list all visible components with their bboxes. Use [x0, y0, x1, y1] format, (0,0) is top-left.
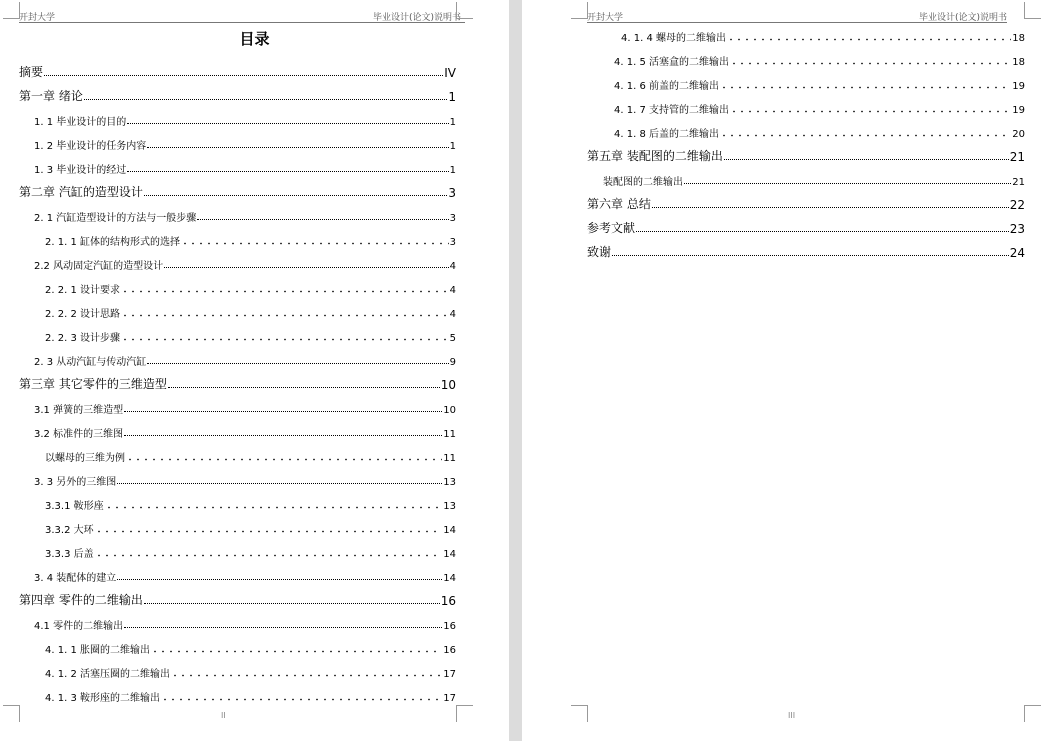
toc-leader	[181, 242, 449, 245]
toc-entry-title: 4. 1. 8 后盖的二维输出	[614, 129, 719, 140]
toc-entry-page: 19	[1012, 105, 1025, 116]
header-university: 开封大学	[19, 13, 56, 23]
toc-entry-page: 1	[449, 117, 456, 128]
toc-leader	[121, 290, 449, 293]
toc-entry-title: 4. 1. 3 鞍形座的二维输出	[45, 693, 160, 704]
toc-leader	[127, 123, 448, 124]
toc-entry[interactable]	[19, 302, 456, 320]
toc-entry-page: 5	[449, 333, 456, 344]
toc-leader	[95, 554, 443, 557]
toc-entry-title: 装配图的二维输出	[603, 177, 683, 188]
toc-entry[interactable]	[587, 50, 1025, 68]
toc-leader	[161, 698, 442, 701]
toc-entry-page: 1	[449, 141, 456, 152]
toc-entry-title: 第一章 绪论	[19, 89, 83, 103]
toc-entry-page: 18	[1012, 33, 1025, 44]
toc-entry-page: 3	[449, 213, 456, 224]
toc-entry-title: 第三章 其它零件的三维造型	[19, 377, 167, 391]
toc-entry[interactable]	[19, 182, 456, 200]
toc-entry-title: 1. 2 毕业设计的任务内容	[34, 141, 147, 152]
toc-leader	[168, 387, 440, 388]
toc-entry[interactable]	[19, 470, 456, 488]
toc-entry-page: 3	[448, 186, 456, 200]
toc-entry-page: 16	[440, 594, 456, 608]
toc-leader	[124, 411, 442, 412]
toc-leader	[730, 62, 1011, 65]
page-number-right: III	[788, 711, 796, 720]
toc-entry-page: 3	[449, 237, 456, 248]
toc-leader	[684, 183, 1011, 184]
toc-leader	[151, 650, 442, 653]
header-doc-type: 毕业设计(论文)说明书	[372, 13, 461, 23]
toc-leader	[171, 674, 442, 677]
toc-leader	[44, 75, 443, 76]
toc-entry[interactable]	[587, 218, 1025, 236]
toc-leader	[727, 38, 1011, 41]
toc-entry-page: 14	[443, 549, 456, 560]
toc-leader	[724, 159, 1009, 160]
toc-leader	[197, 219, 448, 220]
toc-leader	[730, 110, 1011, 113]
toc-entry-page: 14	[443, 573, 456, 584]
header-doc-type-right: 毕业设计(论文)说明书	[918, 13, 1007, 23]
toc-entry[interactable]	[19, 614, 456, 632]
crop-mark-bottom-left	[3, 705, 20, 722]
toc-entry-page: 17	[443, 669, 456, 680]
toc-entry[interactable]	[587, 98, 1025, 116]
toc-leader	[612, 255, 1009, 256]
toc-leader	[144, 603, 440, 604]
toc-leader	[127, 171, 448, 172]
toc-entry-title: 4. 1. 5 活塞盒的二维输出	[614, 57, 729, 68]
toc-entry-title: 以螺母的三维为例	[45, 453, 125, 464]
toc-entry-title: 3.2 标准件的三维图	[34, 429, 124, 440]
toc-entry[interactable]	[587, 146, 1025, 164]
document-page-left[interactable]	[0, 0, 509, 741]
toc-entry[interactable]	[19, 518, 456, 536]
toc-leader	[117, 483, 442, 484]
toc-entry[interactable]	[587, 194, 1025, 212]
toc-entry[interactable]	[19, 566, 456, 584]
toc-entry-page: 4	[449, 285, 456, 296]
toc-entry[interactable]	[19, 590, 456, 608]
toc-entry[interactable]	[19, 350, 456, 368]
toc-entry-title: 摘要	[19, 65, 44, 79]
page-number-left: II	[221, 711, 226, 720]
toc-entry-page: 13	[443, 501, 456, 512]
toc-entry-title: 2. 2. 3 设计步骤	[45, 333, 120, 344]
toc-entry-page: 21	[1009, 150, 1025, 164]
crop-mark-top-right	[456, 2, 473, 19]
toc-entry-title: 4. 1. 6 前盖的二维输出	[614, 81, 719, 92]
crop-mark-bottom-left-right	[571, 705, 588, 722]
toc-entry[interactable]	[587, 170, 1025, 188]
page-gutter	[509, 0, 522, 741]
toc-entry-title: 3.1 弹簧的三维造型	[34, 405, 124, 416]
toc-entry-page: 21	[1012, 177, 1025, 188]
toc-entry[interactable]	[587, 74, 1025, 92]
toc-entry-title: 2.2 风动固定汽缸的造型设计	[34, 261, 164, 272]
toc-entry-title: 4. 1. 7 支持管的二维输出	[614, 105, 729, 116]
toc-entry-page: 24	[1009, 246, 1025, 260]
toc-entry-title: 3.3.3 后盖	[45, 549, 94, 560]
toc-entry[interactable]	[19, 278, 456, 296]
toc-leader	[720, 86, 1011, 89]
crop-mark-top-left-right	[571, 2, 588, 19]
crop-mark-top-right-right	[1024, 2, 1041, 19]
toc-entry-page: 19	[1012, 81, 1025, 92]
toc-list-left	[19, 62, 456, 710]
toc-entry[interactable]	[19, 662, 456, 680]
crop-mark-top-left	[3, 2, 20, 19]
toc-entry-title: 1. 3 毕业设计的经过	[34, 165, 127, 176]
toc-entry-title: 3. 4 装配体的建立	[34, 573, 117, 584]
toc-entry-title: 2. 2. 1 设计要求	[45, 285, 120, 296]
toc-entry-page: 4	[449, 261, 456, 272]
toc-entry-page: 4	[449, 309, 456, 320]
toc-entry-title: 2. 2. 2 设计思路	[45, 309, 120, 320]
toc-entry[interactable]	[19, 374, 456, 392]
toc-entry[interactable]	[19, 638, 456, 656]
toc-entry-page: 18	[1012, 57, 1025, 68]
toc-title: 目录	[239, 30, 270, 48]
toc-entry-page: 13	[443, 477, 456, 488]
toc-entry[interactable]	[19, 158, 456, 176]
document-page-right[interactable]	[522, 0, 1047, 741]
toc-entry-page: 11	[443, 453, 456, 464]
toc-entry-page: 10	[443, 405, 456, 416]
toc-entry-page: 16	[443, 621, 456, 632]
toc-entry-title: 第四章 零件的二维输出	[19, 593, 143, 607]
toc-leader	[147, 363, 448, 364]
toc-entry[interactable]	[587, 122, 1025, 140]
toc-entry-title: 1. 1 毕业设计的目的	[34, 117, 127, 128]
toc-entry-title: 3.3.2 大环	[45, 525, 94, 536]
toc-entry-page: 23	[1009, 222, 1025, 236]
toc-entry-page: 20	[1012, 129, 1025, 140]
toc-leader	[121, 314, 449, 317]
toc-entry-title: 第六章 总结	[587, 197, 651, 211]
toc-entry-title: 第五章 装配图的二维输出	[587, 149, 723, 163]
toc-entry-title: 3.3.1 鞍形座	[45, 501, 104, 512]
toc-leader	[124, 435, 442, 436]
toc-entry[interactable]	[587, 26, 1025, 44]
toc-leader	[117, 579, 442, 580]
toc-leader	[147, 147, 448, 148]
toc-entry[interactable]	[19, 134, 456, 152]
toc-leader	[144, 195, 448, 196]
toc-leader	[121, 338, 449, 341]
toc-entry-title: 参考文献	[587, 221, 636, 235]
toc-leader	[652, 207, 1009, 208]
toc-entry[interactable]	[19, 446, 456, 464]
toc-entry-page: IV	[444, 66, 456, 80]
crop-mark-bottom-right	[456, 705, 473, 722]
toc-entry[interactable]	[587, 242, 1025, 260]
toc-entry[interactable]	[19, 230, 456, 248]
toc-entry-page: 14	[443, 525, 456, 536]
toc-entry[interactable]	[19, 206, 456, 224]
toc-entry[interactable]	[19, 326, 456, 344]
toc-entry-page: 10	[440, 378, 456, 392]
toc-entry[interactable]	[19, 110, 456, 128]
toc-entry-page: 9	[449, 357, 456, 368]
crop-mark-bottom-right-right	[1024, 705, 1041, 722]
toc-entry[interactable]	[19, 86, 456, 104]
toc-entry-page: 11	[443, 429, 456, 440]
toc-entry-title: 2. 1. 1 缸体的结构形式的选择	[45, 237, 180, 248]
header-university-right: 开封大学	[587, 13, 624, 23]
toc-leader	[84, 99, 448, 100]
toc-entry-title: 4. 1. 1 胀圈的二维输出	[45, 645, 150, 656]
toc-entry[interactable]	[19, 542, 456, 560]
toc-leader	[164, 267, 449, 268]
toc-leader	[95, 530, 443, 533]
toc-entry[interactable]	[19, 62, 456, 80]
toc-entry-title: 2. 3 从动汽缸与传动汽缸	[34, 357, 147, 368]
toc-entry-page: 16	[443, 645, 456, 656]
toc-entry-title: 4.1 零件的二维输出	[34, 621, 124, 632]
toc-entry-title: 4. 1. 2 活塞压圈的二维输出	[45, 669, 170, 680]
toc-leader	[105, 506, 443, 509]
toc-list-right	[587, 26, 1025, 276]
toc-leader	[126, 458, 442, 461]
toc-entry[interactable]	[19, 686, 456, 704]
toc-entry-page: 22	[1009, 198, 1025, 212]
toc-entry-page: 17	[443, 693, 456, 704]
toc-entry-title: 致谢	[587, 245, 612, 259]
toc-entry-title: 第二章 汽缸的造型设计	[19, 185, 143, 199]
toc-entry[interactable]	[19, 494, 456, 512]
toc-entry[interactable]	[19, 254, 456, 272]
toc-entry-title: 4. 1. 4 螺母的二维输出	[621, 33, 726, 44]
toc-entry-page: 1	[449, 165, 456, 176]
toc-entry[interactable]	[19, 398, 456, 416]
toc-leader	[720, 134, 1011, 137]
toc-entry-page: 1	[448, 90, 456, 104]
header-rule-right	[587, 22, 1007, 23]
toc-leader	[124, 627, 442, 628]
toc-leader	[636, 231, 1009, 232]
toc-entry-title: 3. 3 另外的三维图	[34, 477, 117, 488]
toc-entry[interactable]	[19, 422, 456, 440]
toc-entry-title: 2. 1 汽缸造型设计的方法与一般步骤	[34, 213, 197, 224]
header-rule	[19, 22, 465, 23]
